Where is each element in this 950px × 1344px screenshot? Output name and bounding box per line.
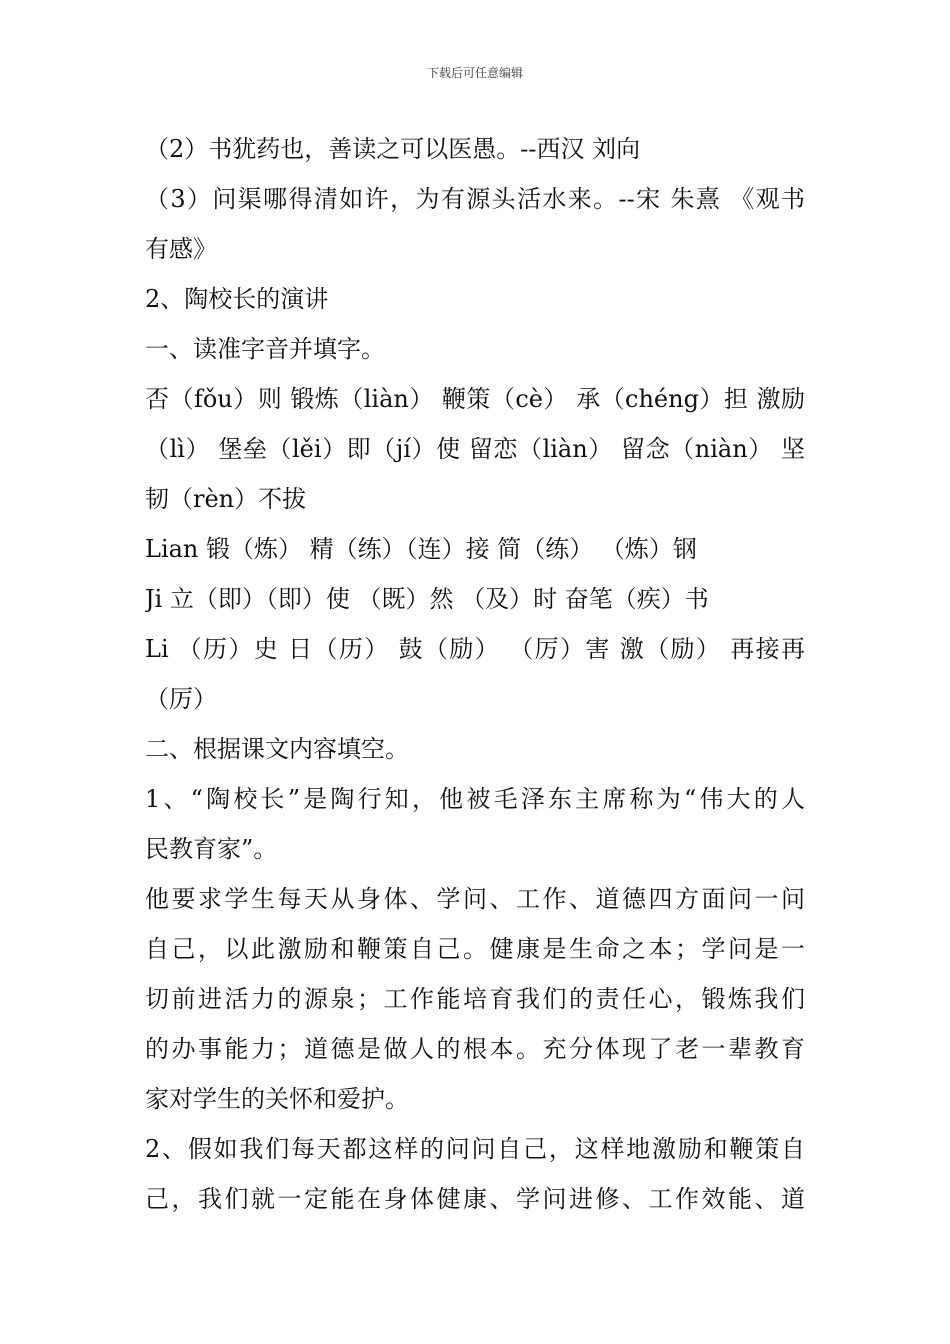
paragraph-line: 自己，以此激励和鞭策自己。健康是生命之本；学问是一 [145,935,805,963]
paragraph-line: 的办事能力；道德是做人的根本。充分体现了老一辈教育 [145,1035,805,1063]
fill-word-line-li: Li （历）史 日（历） 鼓（励） （厉）害 激（励） 再接再 [145,635,805,663]
paragraph-line: 1、“陶校长”是陶行知，他被毛泽东主席称为“伟大的人 [145,785,805,813]
section-title: 2、陶校长的演讲 [145,285,329,313]
paragraph-line: 他要求学生每天从身体、学问、工作、道德四方面问一问 [145,885,805,913]
paragraph-line: 己，我们就一定能在身体健康、学问进修、工作效能、道 [145,1185,805,1213]
paragraph-line: 切前进活力的源泉；工作能培育我们的责任心，锻炼我们 [145,985,805,1013]
subsection-heading-2: 二、根据课文内容填空。 [145,735,409,763]
pinyin-line: （lì） 堡垒（lěi）即（jí）使 留恋（liàn） 留念（niàn） 坚 [145,435,805,463]
paragraph-line: 民教育家”。 [145,835,278,863]
fill-word-line-lian: Lian 锻（炼） 精（练）（连）接 简（练） （炼）钢 [145,535,697,563]
fill-word-line-ji: Ji 立（即）（即）使 （既）然 （及）时 奋笔（疾）书 [145,585,709,613]
subsection-heading-1: 一、读准字音并填字。 [145,335,385,363]
document-body [145,124,805,1224]
pinyin-line: 否（fǒu）则 锻炼（liàn） 鞭策（cè） 承（chéng）担 激励 [145,385,805,413]
quote-line-3-cont: 有感》 [145,235,217,263]
paragraph-line: 2、假如我们每天都这样的问问自己，这样地激励和鞭策自 [145,1135,805,1163]
pinyin-line: 韧（rèn）不拔 [145,485,307,513]
quote-line-2: （2）书犹药也，善读之可以医愚。--西汉 刘向 [145,135,641,163]
paragraph-line: 家对学生的关怀和爱护。 [145,1085,409,1113]
page-header: 下载后可任意编辑 [426,66,523,80]
fill-word-line-li-cont: （厉） [145,685,217,713]
quote-line-3: （3）问渠哪得清如许，为有源头活水来。--宋 朱熹 《观书 [145,185,805,213]
